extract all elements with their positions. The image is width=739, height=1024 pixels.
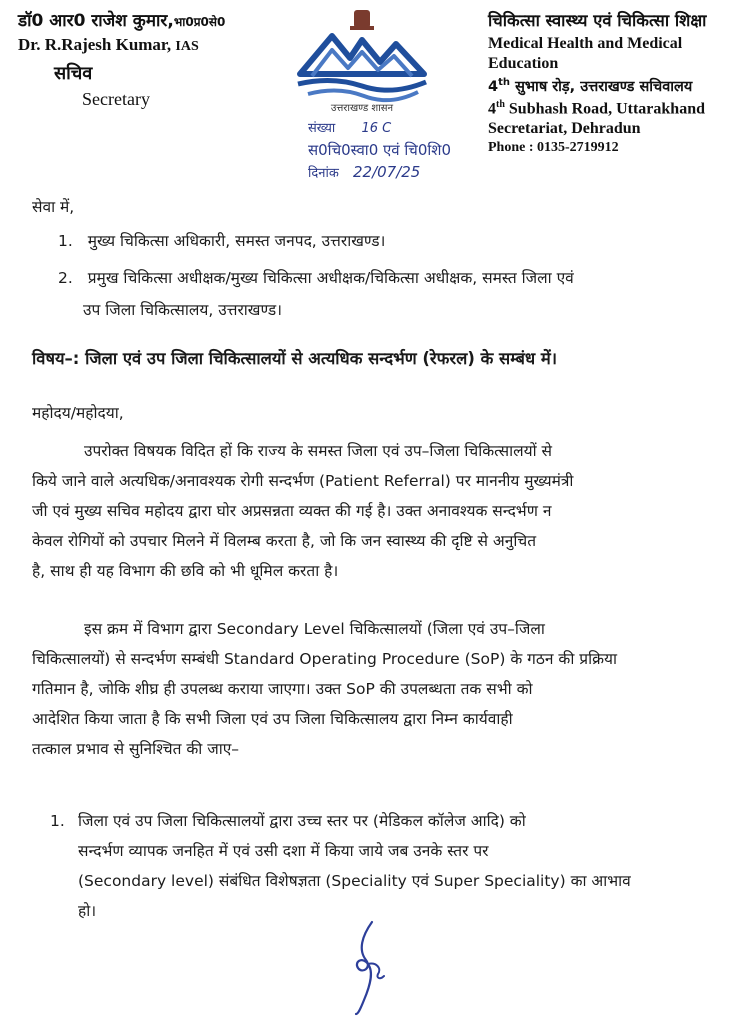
paragraph-line: आदेशित किया जाता है कि सभी जिला एवं उप जिला चिकित्सालय द्वारा निम्न कार्यवाही xyxy=(32,710,513,728)
paragraph-line: किये जाने वाले अत्यधिक/अनावश्यक रोगी सन्दर्भण (Patient Referral) पर माननीय मुख्यमंत्री xyxy=(32,472,574,490)
directive-number: 1. xyxy=(50,812,65,830)
paragraph-line: इस क्रम में विभाग द्वारा Secondary Level चिकित्सालयों (जिला एवं उप–जिला xyxy=(84,620,545,638)
department-english-line1: Medical Health and Medical xyxy=(488,35,683,52)
paragraph-line: उपरोक्त विषयक विदित हों कि राज्य के समस्त जिला एवं उप–जिला चिकित्सालयों से xyxy=(84,442,553,460)
subject-line: विषय–: जिला एवं उप जिला चिकित्सालयों से अत्यधिक सन्दर्भण (रेफरल) के सम्बंध में। xyxy=(32,349,557,368)
address-hindi: 4th सुभाष रोड़, उत्तराखण्ड सचिवालय xyxy=(488,77,693,95)
address-english-line1: 4th Subhash Road, Uttarakhand xyxy=(488,99,705,118)
address-english-line2: Secretariat, Dehradun xyxy=(488,120,641,138)
recipient-2: 2. प्रमुख चिकित्सा अधीक्षक/मुख्य चिकित्सा अधीक्षक/चिकित्सा अधीक्षक, समस्त जिला एवं xyxy=(58,269,574,287)
department-english-line2: Education xyxy=(488,55,559,72)
designation-hindi: सचिव xyxy=(54,63,93,84)
salutation-to: सेवा में, xyxy=(32,198,75,216)
paragraph-1 xyxy=(32,436,692,586)
paragraph-line: जी एवं मुख्य सचिव महोदय द्वारा घोर अप्रसन्नता व्यक्त की गई है। उक्त अनावश्यक सन्दर्भण न xyxy=(32,502,552,520)
recipient-1: 1. मुख्य चिकित्सा अधिकारी, समस्त जनपद, उत्तराखण्ड। xyxy=(58,232,386,250)
directive-line: सन्दर्भण व्यापक जनहित में एवं उसी दशा में किया जाये जब उनके स्तर पर xyxy=(78,842,489,860)
directive-line: (Secondary level) संबंधित विशेषज्ञता (Speciality एवं Super Speciality) का आभाव xyxy=(78,872,631,890)
uttarakhand-emblem-icon xyxy=(292,6,432,106)
header-left xyxy=(18,8,225,110)
designation-english: Secretary xyxy=(82,89,150,109)
paragraph-line: तत्काल प्रभाव से सुनिश्चित की जाए– xyxy=(32,740,240,758)
department-hindi: चिकित्सा स्वास्थ्य एवं चिकित्सा शिक्षा xyxy=(488,11,707,30)
directive-line: हो। xyxy=(78,902,97,920)
stamp-date-line: दिनांक 22/07/25 xyxy=(308,163,421,181)
recipient-2-continued: उप जिला चिकित्सालय, उत्तराखण्ड। xyxy=(83,301,283,319)
paragraph-line: केवल रोगियों को उपचार मिलने में विलम्ब करता है, जो कि जन स्वास्थ्य की दृष्टि से अनुचित xyxy=(32,532,537,550)
paragraph-line: गतिमान है, जोकि शीघ्र ही उपलब्ध कराया जाएगा। उक्त SoP की उपलब्धता तक सभी को xyxy=(32,680,533,698)
paragraph-2 xyxy=(32,614,692,764)
officer-name-hindi: डॉ0 आर0 राजेश कुमार,भा0प्र0से0 xyxy=(18,11,226,31)
paragraph-line: चिकित्सालयों) से सन्दर्भण सम्बंधी Standard Operating Procedure (SoP) के गठन की प्रक्रिया xyxy=(32,650,617,668)
stamp-number-line: संख्या 16 C xyxy=(308,121,392,136)
paragraph-line: है, साथ ही यह विभाग की छवि को भी धूमिल करता है। xyxy=(32,562,339,580)
officer-name-english: Dr. R.Rajesh Kumar, IAS xyxy=(18,35,199,54)
directive-line: जिला एवं उप जिला चिकित्सालयों द्वारा उच्च स्तर पर (मेडिकल कॉलेज आदि) को xyxy=(78,812,526,830)
signature xyxy=(328,916,408,1016)
state-emblem xyxy=(292,6,432,116)
directive-1 xyxy=(50,806,692,926)
header-right xyxy=(488,8,706,156)
phone-number: Phone : 0135-2719912 xyxy=(488,140,619,156)
signature-icon xyxy=(328,916,408,1016)
emblem-caption: उत्तराखण्ड शासन xyxy=(330,103,394,114)
dispatch-stamp xyxy=(308,118,451,181)
stamp-office: स0चि0स्वा0 एवं चि0शि0 xyxy=(308,141,451,159)
greeting: महोदय/महोदया, xyxy=(32,404,124,422)
